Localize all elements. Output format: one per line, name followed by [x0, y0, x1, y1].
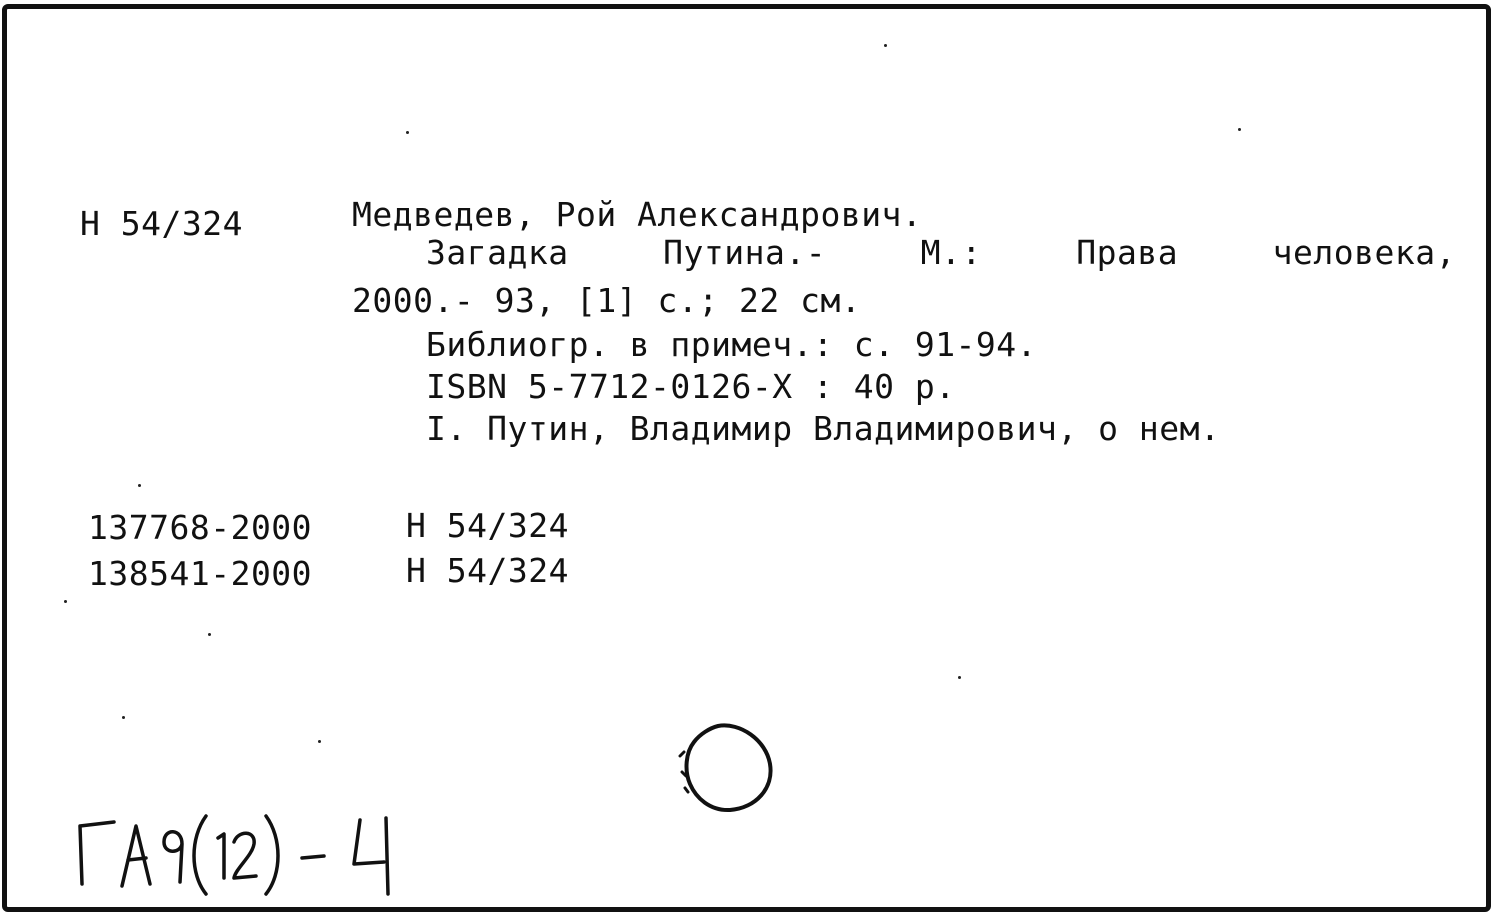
holding-number-1: 137768-2000	[88, 508, 313, 547]
subject-entry: I. Путин, Владимир Владимирович, о нем.	[426, 409, 1221, 448]
scan-speck	[64, 600, 67, 603]
holding-shelfmark-1: Н 54/324	[406, 506, 569, 545]
handwritten-classification-code	[70, 808, 410, 898]
isbn-price: ISBN 5-7712-0126-X : 40 р.	[426, 367, 956, 406]
shelfmark: Н 54/324	[80, 204, 243, 243]
hand-drawn-circle-mark	[670, 718, 780, 818]
title-word-2: Путина.-	[663, 233, 827, 272]
scan-speck	[318, 740, 321, 743]
title-line	[426, 233, 1456, 272]
title-word-1: Загадка	[426, 233, 569, 272]
imprint: 2000.- 93, [1] с.; 22 см.	[352, 281, 862, 320]
holding-number-2: 138541-2000	[88, 554, 313, 593]
publisher-word-2: человека,	[1272, 233, 1456, 272]
scan-speck	[1238, 128, 1241, 131]
bibliography-note: Библиогр. в примеч.: с. 91-94.	[426, 325, 1038, 364]
scan-speck	[138, 484, 141, 487]
scan-speck	[208, 633, 211, 636]
holding-shelfmark-2: Н 54/324	[406, 551, 569, 590]
publisher-word-1: Права	[1076, 233, 1179, 272]
scan-speck	[406, 131, 409, 134]
scan-speck	[122, 716, 125, 719]
scan-speck	[884, 44, 887, 47]
author-heading: Медведев, Рой Александрович.	[352, 195, 923, 234]
place-of-publication: М.:	[920, 233, 982, 272]
scan-speck	[958, 676, 961, 679]
